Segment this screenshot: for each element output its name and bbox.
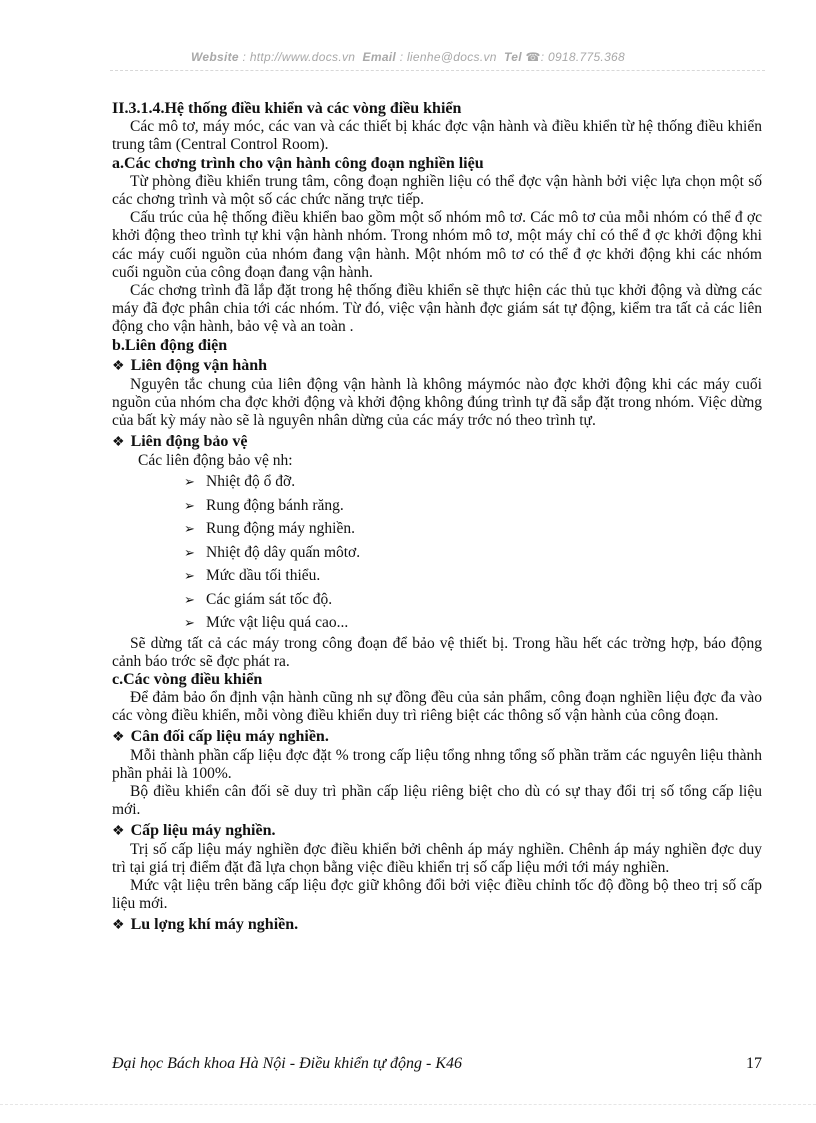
paragraph-balance-2: Bộ điều khiển cân đối sẽ duy trì phần cấp liệu riêng biệt cho dù có sự thay đổi trị số tổng cấp liệu mới.	[112, 783, 762, 819]
email-label: Email	[362, 50, 397, 64]
page-header	[0, 50, 816, 64]
tel-value: : 0918.775.368	[540, 50, 625, 64]
bullet-heading-operation: ❖ Liên động vận hành	[112, 356, 268, 374]
diamond-bullet-icon: ❖	[112, 917, 125, 933]
paragraph-c-intro: Để đảm bảo ổn định vận hành cũng nh sự đồng đều của sản phẩm, công đoạn nghiền liệu đợc đa vào các vòng điều khiển, mỗi vòng điều khiển duy trì riêng biệt các thông số vận hành của công đoạn.	[112, 689, 762, 725]
tel-label: Tel	[504, 50, 522, 64]
paragraph-balance-1: Mỗi thành phần cấp liệu đợc đặt % trong cấp liệu tổng nhng tổng số phần trăm các nguyên liệu thành phần phải là 100%.	[112, 746, 762, 782]
list-item: ➢ Mức dầu tối thiểu.	[184, 564, 762, 588]
arrow-bullet-icon: ➢	[184, 568, 195, 584]
paragraph-operation: Nguyên tắc chung của liên động vận hành là không máymóc nào đợc khởi động khi các máy cuối nguồn của nhóm cha đợc khởi động và khởi động không đúng trình tự đã sắp đặt trong nhóm. Việc dừng của bất kỳ máy nào sẽ là nguyên nhân dừng của các máy trớc nó theo trình tự.	[112, 376, 762, 430]
list-item: ➢ Mức vật liệu quá cao...	[184, 611, 762, 635]
heading-a: a.Các chơng trình cho vận hành công đoạn nghiền liệu	[112, 154, 484, 172]
website-value[interactable]: : http://www.docs.vn	[242, 50, 356, 64]
section-title: II.3.1.4.Hệ thống điều khiển và các vòng điều khiển	[112, 100, 462, 117]
paragraph-feed-2: Mức vật liệu trên băng cấp liệu đợc giữ không đổi bởi việc điều chỉnh tốc độ đồng bộ theo trị số cấp liệu mới.	[112, 877, 762, 913]
list-item: ➢ Rung động máy nghiền.	[184, 517, 762, 541]
list-item: ➢ Rung động bánh răng.	[184, 494, 762, 518]
arrow-bullet-icon: ➢	[184, 474, 195, 490]
bullet-heading-feed: ❖ Cấp liệu máy nghiền.	[112, 821, 276, 839]
paragraph-feed-1: Trị số cấp liệu máy nghiền đợc điều khiển bởi chênh áp máy nghiền. Chênh áp máy nghiền đợc duy trì tại giá trị điểm đặt đã lựa chọn bằng việc điều khiển trị số cấp liệu mới tới máy nghiền.	[112, 840, 762, 876]
email-value[interactable]: : lienhe@docs.vn	[399, 50, 497, 64]
heading-c: c.Các vòng điều khiển	[112, 670, 263, 688]
intro-paragraph: Các mô tơ, máy móc, các van và các thiết bị khác đợc vận hành và điều khiển từ hệ thống điều khiển trung tâm (Central Control Room).	[112, 118, 762, 154]
paragraph-a3: Các chơng trình đã lắp đặt trong hệ thống điều khiển sẽ thực hiện các thủ tục khởi động và dừng các máy đã đợc phân chia tới các nhóm. Từ đó, việc vận hành đợc giám sát tự động, kiểm tra tất cả các liên động cho vận hành, bảo vệ và an toàn .	[112, 282, 762, 336]
heading-b: b.Liên động điện	[112, 336, 228, 354]
list-item: ➢ Nhiệt độ dây quấn môtơ.	[184, 541, 762, 565]
page-number: 17	[746, 1055, 762, 1072]
document-body	[112, 100, 762, 935]
bullet-heading-airflow: ❖ Lu lợng khí máy nghiền.	[112, 915, 299, 933]
website-label: Website	[191, 50, 239, 64]
bullet-heading-protection: ❖ Liên động bảo vệ	[112, 432, 248, 450]
diamond-bullet-icon: ❖	[112, 358, 125, 374]
diamond-bullet-icon: ❖	[112, 434, 125, 450]
paragraph-a1: Từ phòng điều khiển trung tâm, công đoạn nghiền liệu có thể đợc vận hành bởi việc lựa chọn một số các chơng trình và một số các chức năng trực tiếp.	[112, 172, 762, 209]
arrow-bullet-icon: ➢	[184, 591, 195, 607]
arrow-bullet-icon: ➢	[184, 521, 195, 537]
bullet-heading-balance: ❖ Cân đối cấp liệu máy nghiền.	[112, 727, 329, 745]
diamond-bullet-icon: ❖	[112, 729, 125, 745]
arrow-bullet-icon: ➢	[184, 544, 195, 560]
list-item: ➢ Nhiệt độ ổ đỡ.	[184, 470, 762, 494]
list-item: ➢ Các giám sát tốc độ.	[184, 588, 762, 612]
footer-divider	[0, 1104, 816, 1105]
phone-icon: ☎	[525, 50, 541, 64]
paragraph-protection: Sẽ dừng tất cả các máy trong công đoạn để bảo vệ thiết bị. Trong hầu hết các trờng hợp, báo động cảnh báo trớc sẽ đợc phát ra.	[112, 634, 762, 670]
arrow-bullet-icon: ➢	[184, 497, 195, 513]
diamond-bullet-icon: ❖	[112, 823, 125, 839]
page-footer	[112, 1055, 762, 1073]
paragraph-a2: Cấu trúc của hệ thống điều khiển bao gồm một số nhóm mô tơ. Các mô tơ của mỗi nhóm có thể đ ợc khởi động theo trình tự khi vận hành nhóm. Trong nhóm mô tơ, một máy chỉ có thể đ ợc khởi động khi các máy cuối nguồn của nhóm đang vận hành. Một nhóm mô tơ có thể đ ợc khởi động khi các nhóm cuối nguồn của công đoạn đang vận hành.	[112, 209, 762, 281]
protection-intro: Các liên động bảo vệ nh:	[138, 451, 293, 469]
arrow-bullet-icon: ➢	[184, 615, 195, 631]
footer-text: Đại học Bách khoa Hà Nội - Điều khiển tự động - K46	[112, 1055, 462, 1072]
protection-list	[112, 470, 762, 635]
header-divider	[110, 70, 765, 71]
